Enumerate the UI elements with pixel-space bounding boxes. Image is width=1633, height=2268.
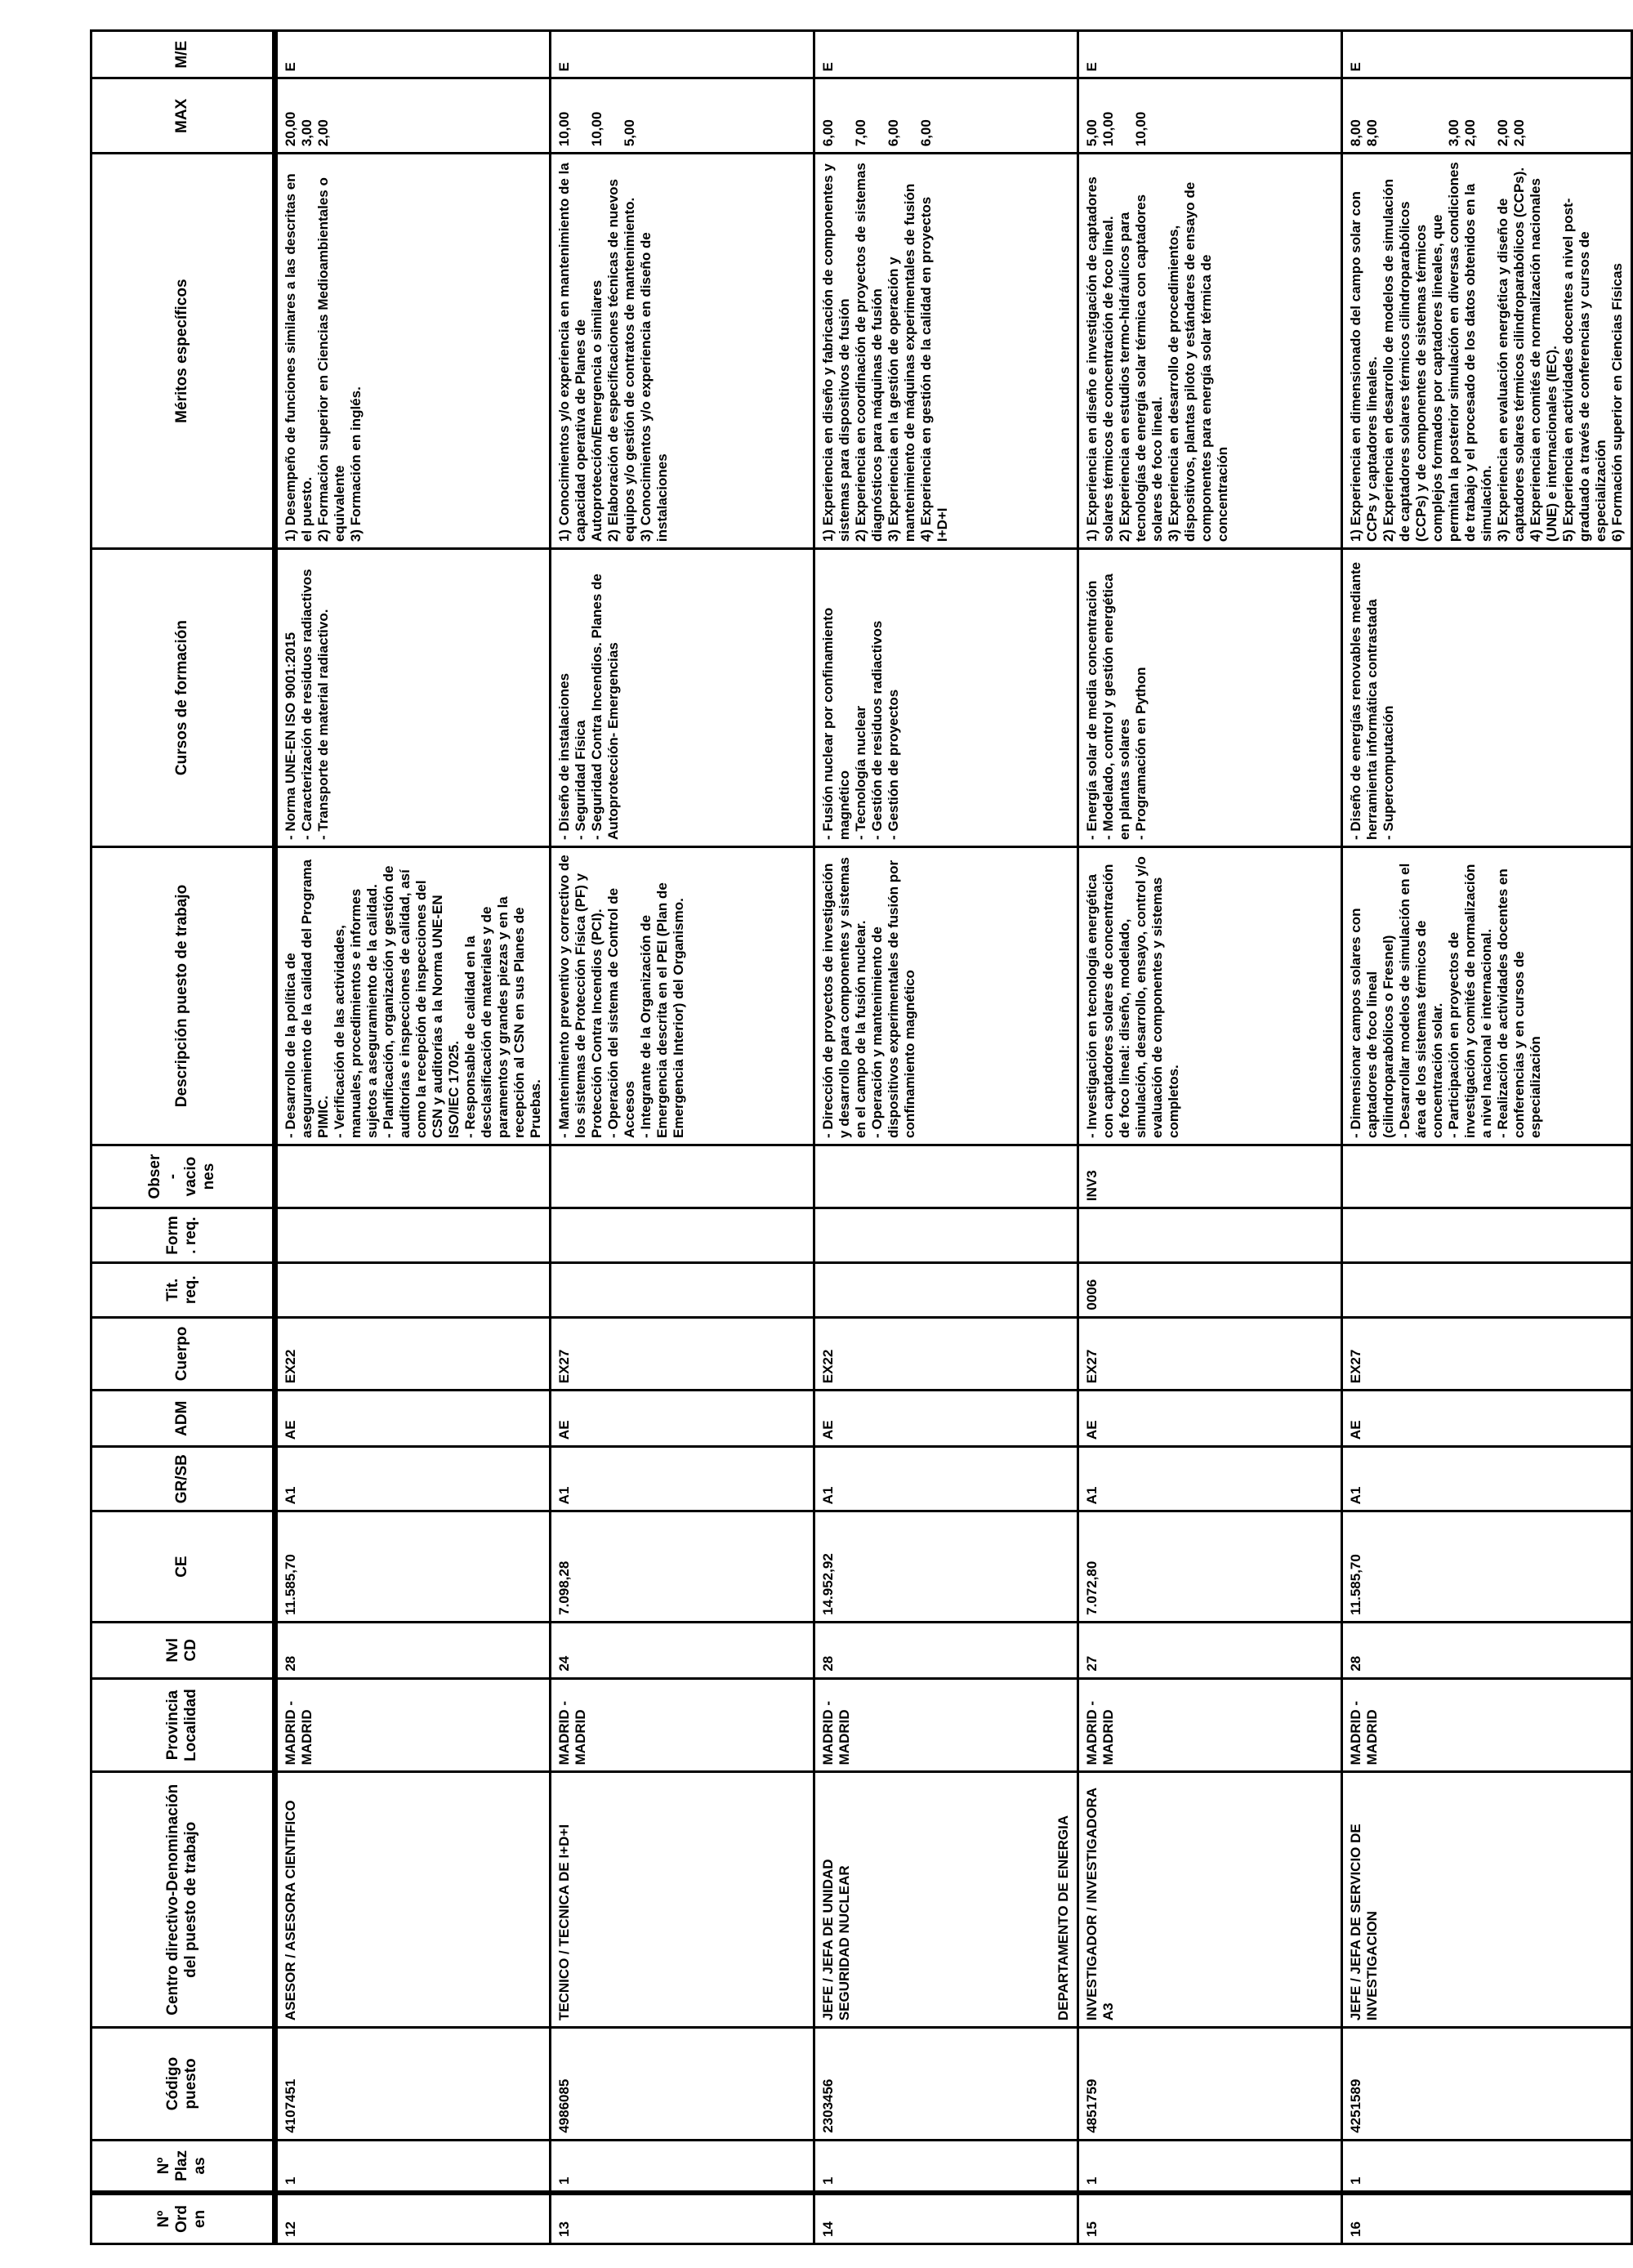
cell-meritos: 1) Desempeño de funciones similares a las descritas en el puesto. 2) Formación superior en Ciencias Medioambientales o equivalente 3) Formación en inglés. [275, 154, 551, 549]
cell-provincia: MADRID - MADRID [275, 1678, 551, 1772]
cell-cursos: - Fusión nuclear por confinamiento magnético - Tecnología nuclear - Gestión de residuos radiactivos - Gestión de proyectos [814, 549, 1078, 847]
table-row [1078, 31, 1342, 2244]
cell-cursos: - Norma UNE-EN ISO 9001:2015 - Caracterización de residuos radiactivos - Transporte de material radiactivo. [275, 549, 551, 847]
header-obs: Obser-vaciones [91, 1145, 275, 1208]
cell-centro [551, 1772, 814, 2028]
cell-cuerpo: EX27 [1342, 1317, 1632, 1391]
cell-codigo: 4251589 [1342, 2028, 1632, 2141]
cell-form [814, 1208, 1078, 1263]
cell-plazas: 1 [1342, 2140, 1632, 2193]
header-codigo: Código puesto [91, 2028, 275, 2141]
cell-max: 20,00 3,00 2,00 [275, 78, 551, 154]
cell-tit: 0006 [1078, 1262, 1342, 1317]
header-form: Form. req. [91, 1208, 275, 1263]
cell-plazas: 1 [1078, 2140, 1342, 2193]
cell-centro [275, 1772, 551, 2028]
cell-me: E [275, 31, 551, 79]
header-provincia: Provincia Localidad [91, 1678, 275, 1772]
cell-ce: 11.585,70 [1342, 1511, 1632, 1623]
cell-ce: 7.072,80 [1078, 1511, 1342, 1623]
table-row [1342, 31, 1632, 2244]
cell-tit [1342, 1262, 1632, 1317]
header-cuerpo: Cuerpo [91, 1317, 275, 1391]
cell-nivel: 28 [275, 1622, 551, 1678]
cell-max: 10,00 10,00 5,00 [551, 78, 814, 154]
header-tit: Tit. req. [91, 1262, 275, 1317]
cell-codigo: 2303456 [814, 2028, 1078, 2141]
cell-descripcion: - Desarrollo de la política de aseguramiento de la calidad del Programa PIMIC. - Verificación de las actividades, manuales, procedimientos e informes sujetos a aseguramiento de la calidad. - Planificación, organización y gestión de auditorías e inspecciones de calidad, así como la recepción de inspecciones del CSN y auditorías a la Norma UNE-EN ISO/IEC 17025. - Responsable de calidad en la desclasificación de materiales y de paramentos y grandes piezas y en la recepción al CSN en sus Planes de Pruebas. [275, 847, 551, 1145]
cell-nivel: 28 [1342, 1622, 1632, 1678]
cell-me: E [1078, 31, 1342, 79]
cell-descripcion: - Dirección de proyectos de investigación y desarrollo para componentes y sistemas en el campo de la fusión nuclear. - Operación y mantenimiento de dispositivos experimentales de fusión por confinamiento magnético [814, 847, 1078, 1145]
cell-max: 8,00 8,00 3,00 2,00 2,00 2,00 [1342, 78, 1632, 154]
centro-puesto: JEFE / JEFA DE SERVICIO DE INVESTIGACION [1348, 1824, 1380, 2021]
cell-centro [814, 1772, 1078, 2028]
cell-grsb: A1 [814, 1447, 1078, 1511]
cell-cursos: - Energía solar de media concentración - Modelado, control y gestión energética en plantas solares - Programación en Python [1078, 549, 1342, 847]
header-cursos: Cursos de formación [91, 549, 275, 847]
table-row [275, 31, 551, 2244]
cell-centro [1342, 1772, 1632, 2028]
cell-obs [814, 1145, 1078, 1208]
cell-grsb: A1 [275, 1447, 551, 1511]
header-meritos: Méritos específicos [91, 154, 275, 549]
cell-nivel: 24 [551, 1622, 814, 1678]
cell-descripcion: - Dimensionar campos solares con captadores de foco lineal (cilindroparabólicos o Fresnel) - Desarrollar modelos de simulación en el área de los sistemas térmicos de concentración solar. - Participación en proyectos de investigación y comités de normalización a nivel nacional e internacional. - Realización de actividades docentes en conferencias y en cursos de especialización [1342, 847, 1632, 1145]
centro-puesto: TECNICO / TECNICA DE I+D+I [556, 1824, 572, 2021]
cell-cuerpo: EX22 [275, 1317, 551, 1391]
departamento-label: DEPARTAMENTO DE ENERGIA [1055, 1815, 1071, 2021]
cell-cuerpo: EX27 [551, 1317, 814, 1391]
cell-orden: 14 [814, 2193, 1078, 2244]
cell-me: E [814, 31, 1078, 79]
cell-descripcion: - Investigación en tecnología energética con captadores solares de concentración de foco lineal: diseño, modelado, simulación, desarrollo, ensayo, control y/o evaluación de componentes y sistemas completos. [1078, 847, 1342, 1145]
cell-tit [551, 1262, 814, 1317]
cell-grsb: A1 [1342, 1447, 1632, 1511]
cell-form [551, 1208, 814, 1263]
cell-codigo: 4851759 [1078, 2028, 1342, 2141]
cell-me: E [1342, 31, 1632, 79]
plazas-table [90, 29, 1633, 2245]
cell-centro [1078, 1772, 1342, 2028]
header-plazas: Nº Plazas [91, 2140, 275, 2193]
cell-cuerpo: EX22 [814, 1317, 1078, 1391]
cell-ce: 7.098,28 [551, 1511, 814, 1623]
cell-descripcion: - Mantenimiento preventivo y correctivo de los sistemas de Protección Física (PF) y Protección Contra Incendios (PCI). - Operación del sistema de Control de Accesos - Integrante de la Organización de Emergencia descrita en el PEI (Plan de Emergencia Interior) del Organismo. [551, 847, 814, 1145]
cell-orden: 15 [1078, 2193, 1342, 2244]
cell-meritos: 1) Experiencia en diseño e investigación de captadores solares térmicos de concentración de foco lineal. 2) Experiencia en estudios termo-hidráulicos para tecnologías de energía solar térmica con captadores solares de foco lineal. 3) Experiencia en desarrollo de procedimientos, dispositivos, plantas piloto y estándares de ensayo de componentes para energía solar térmica de concentración [1078, 154, 1342, 549]
header-adm: ADM [91, 1391, 275, 1447]
cell-provincia: MADRID - MADRID [1342, 1678, 1632, 1772]
cell-ce: 14.952,92 [814, 1511, 1078, 1623]
cell-max: 6,00 7,00 6,00 6,00 [814, 78, 1078, 154]
cell-orden: 12 [275, 2193, 551, 2244]
header-ce: CE [91, 1511, 275, 1623]
cell-plazas: 1 [814, 2140, 1078, 2193]
cell-codigo: 4986085 [551, 2028, 814, 2141]
centro-puesto: JEFE / JEFA DE UNIDAD SEGURIDAD NUCLEAR [820, 1859, 852, 2021]
cell-cuerpo: EX27 [1078, 1317, 1342, 1391]
cell-meritos: 1) Conocimientos y/o experiencia en mantenimiento de la capacidad operativa de Planes de Autoprotección/Emergencia o similares 2) Elaboración de especificaciones técnicas de nuevos equipos y/o gestión de contratos de mantenimiento. 3) Conocimientos y/o experiencia en diseño de instalaciones [551, 154, 814, 549]
cell-obs [275, 1145, 551, 1208]
cell-orden: 13 [551, 2193, 814, 2244]
table-row [551, 31, 814, 2244]
cell-form [1342, 1208, 1632, 1263]
cell-tit [814, 1262, 1078, 1317]
cell-tit [275, 1262, 551, 1317]
cell-adm: AE [275, 1391, 551, 1447]
cell-obs: INV3 [1078, 1145, 1342, 1208]
cell-nivel: 27 [1078, 1622, 1342, 1678]
cell-adm: AE [814, 1391, 1078, 1447]
header-centro: Centro directivo-Denominación del puesto de trabajo [91, 1772, 275, 2028]
cell-adm: AE [1078, 1391, 1342, 1447]
centro-puesto: ASESOR / ASESORA CIENTIFICO [283, 1800, 298, 2021]
cell-cursos: - Diseño de instalaciones - Seguridad Física - Seguridad Contra Incendios. Planes de Autoprotección- Emergencias [551, 549, 814, 847]
cell-obs [1342, 1145, 1632, 1208]
cell-plazas: 1 [551, 2140, 814, 2193]
cell-ce: 11.585,70 [275, 1511, 551, 1623]
table-row [814, 31, 1078, 2244]
cell-form [1078, 1208, 1342, 1263]
cell-orden: 16 [1342, 2193, 1632, 2244]
cell-provincia: MADRID - MADRID [814, 1678, 1078, 1772]
cell-codigo: 4107451 [275, 2028, 551, 2141]
header-nivel: Nvl CD [91, 1622, 275, 1678]
cell-provincia: MADRID - MADRID [1078, 1678, 1342, 1772]
cell-plazas: 1 [275, 2140, 551, 2193]
cell-grsb: A1 [1078, 1447, 1342, 1511]
centro-puesto: INVESTIGADOR / INVESTIGADORA A3 [1084, 1788, 1116, 2021]
cell-nivel: 28 [814, 1622, 1078, 1678]
cell-provincia: MADRID - MADRID [551, 1678, 814, 1772]
cell-me: E [551, 31, 814, 79]
header-descripcion: Descripción puesto de trabajo [91, 847, 275, 1145]
header-grsb: GR/SB [91, 1447, 275, 1511]
cell-grsb: A1 [551, 1447, 814, 1511]
cell-meritos: 1) Experiencia en dimensionado del campo solar con CCPs y captadores lineales. 2) Experiencia en desarrollo de modelos de simulación de captadores solares térmicos cilindroparabólicos (CCPs) y de componentes de sistemas térmicos complejos formados por captadores lineales, que permitan la posterior simulación en diversas condiciones de trabajo y el procesado de los datos obtenidos en la simulación. 3) Experiencia en evaluación energética y diseño de captadores solares térmicos cilindroparabólicos (CCPs). 4) Experiencia en comités de normalización nacionales (UNE) e internacionales (IEC). 5) Experiencia en actividades docentes a nivel post-graduado a través de conferencias y cursos de especialización 6) Formación superior en Ciencias Físicas [1342, 154, 1632, 549]
header-me: M/E [91, 31, 275, 79]
header-orden: Nº Orden [91, 2193, 275, 2244]
header-row [91, 31, 275, 2244]
cell-meritos: 1) Experiencia en diseño y fabricación de componentes y sistemas para dispositivos de fusión 2) Experiencia en coordinación de proyectos de sistemas diagnósticos para máquinas de fusión 3) Experiencia en la gestión de operación y mantenimiento de máquinas experimentales de fusión 4) Experiencia en gestión de la calidad en proyectos I+D+I [814, 154, 1078, 549]
header-max: MAX [91, 78, 275, 154]
cell-adm: AE [551, 1391, 814, 1447]
cell-cursos: - Diseño de energías renovables mediante herramienta informática contrastada - Supercomputación [1342, 549, 1632, 847]
cell-form [275, 1208, 551, 1263]
cell-max: 5,00 10,00 10,00 [1078, 78, 1342, 154]
cell-obs [551, 1145, 814, 1208]
cell-adm: AE [1342, 1391, 1632, 1447]
